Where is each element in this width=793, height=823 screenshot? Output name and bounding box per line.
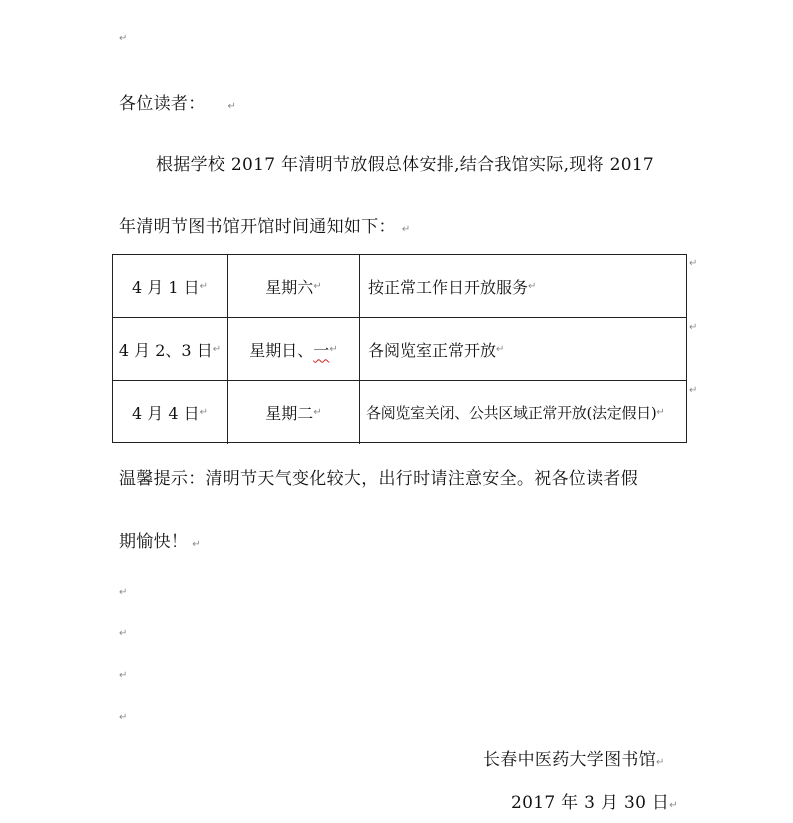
weekday-cell — [228, 318, 360, 380]
weekday-cell — [228, 255, 360, 317]
date-text: 4 月 2、3 日 — [118, 340, 213, 360]
weekday-cell — [228, 381, 360, 444]
greeting — [119, 89, 236, 114]
status-text: 各阅览室关闭、公共区域正常开放(法定假日) — [366, 404, 657, 422]
table-row — [113, 381, 686, 444]
reminder-line-1: 温馨提示：清明节天气变化较大，出行时请注意安全。祝各位读者假 — [119, 469, 638, 489]
paragraph-mark: ↵ — [329, 343, 338, 355]
weekday-text: 星期二 — [265, 404, 314, 423]
row-end-mark: ↵ — [689, 258, 698, 269]
table-row — [113, 318, 686, 381]
body-line-2 — [119, 212, 411, 237]
status-cell — [360, 255, 686, 317]
paragraph-mark: ↵ — [119, 628, 128, 639]
weekday-text: 星期日、 — [249, 340, 314, 360]
reminder-line-2 — [119, 527, 201, 552]
paragraph-mark: ↵ — [119, 670, 128, 681]
row-end-mark: ↵ — [689, 385, 698, 396]
status-cell — [360, 318, 686, 380]
body-line-1: 根据学校 2017 年清明节放假总体安排,结合我馆实际,现将 2017 — [156, 155, 655, 175]
status-text: 按正常工作日开放服务 — [368, 277, 529, 297]
paragraph-mark: ↵ — [669, 800, 678, 811]
paragraph-mark: ↵ — [496, 343, 505, 355]
paragraph-mark: ↵ — [119, 712, 128, 723]
paragraph-mark: ↵ — [528, 280, 537, 292]
paragraph-mark: ↵ — [313, 407, 322, 418]
date-text: 4 月 1 日 — [131, 277, 200, 297]
paragraph-mark: ↵ — [199, 407, 208, 418]
date-cell — [113, 255, 228, 317]
schedule-table — [112, 254, 687, 443]
reminder-line-2-text: 期愉快！ — [119, 532, 189, 552]
weekday-text: 星期六 — [265, 277, 314, 297]
row-end-mark: ↵ — [689, 322, 698, 333]
signature-text: 长春中医药大学图书馆 — [483, 750, 656, 770]
paragraph-mark: ↵ — [227, 101, 237, 112]
paragraph-mark: ↵ — [192, 539, 201, 550]
date-text: 4 月 4 日 — [131, 404, 200, 423]
status-cell — [360, 381, 686, 444]
paragraph-mark: ↵ — [656, 407, 665, 418]
spellcheck-underlined-text: 一 — [313, 340, 330, 360]
paragraph-mark: ↵ — [212, 343, 222, 355]
paragraph-mark: ↵ — [199, 280, 208, 292]
signature — [483, 745, 665, 770]
date-cell — [113, 318, 228, 380]
greeting-text: 各位读者： — [119, 94, 206, 114]
paragraph-mark: ↵ — [401, 224, 411, 235]
paragraph-mark: ↵ — [313, 280, 322, 292]
table-row — [113, 255, 686, 318]
paragraph-mark: ↵ — [119, 33, 128, 44]
body-line-2-text: 年清明节图书馆开馆时间通知如下： — [119, 217, 396, 237]
status-text: 各阅览室正常开放 — [368, 340, 497, 360]
paragraph-mark: ↵ — [656, 757, 665, 768]
date-line — [511, 788, 678, 813]
paragraph-mark: ↵ — [119, 587, 128, 598]
date-cell — [113, 381, 228, 444]
date-line-text: 2017 年 3 月 30 日 — [511, 793, 670, 813]
